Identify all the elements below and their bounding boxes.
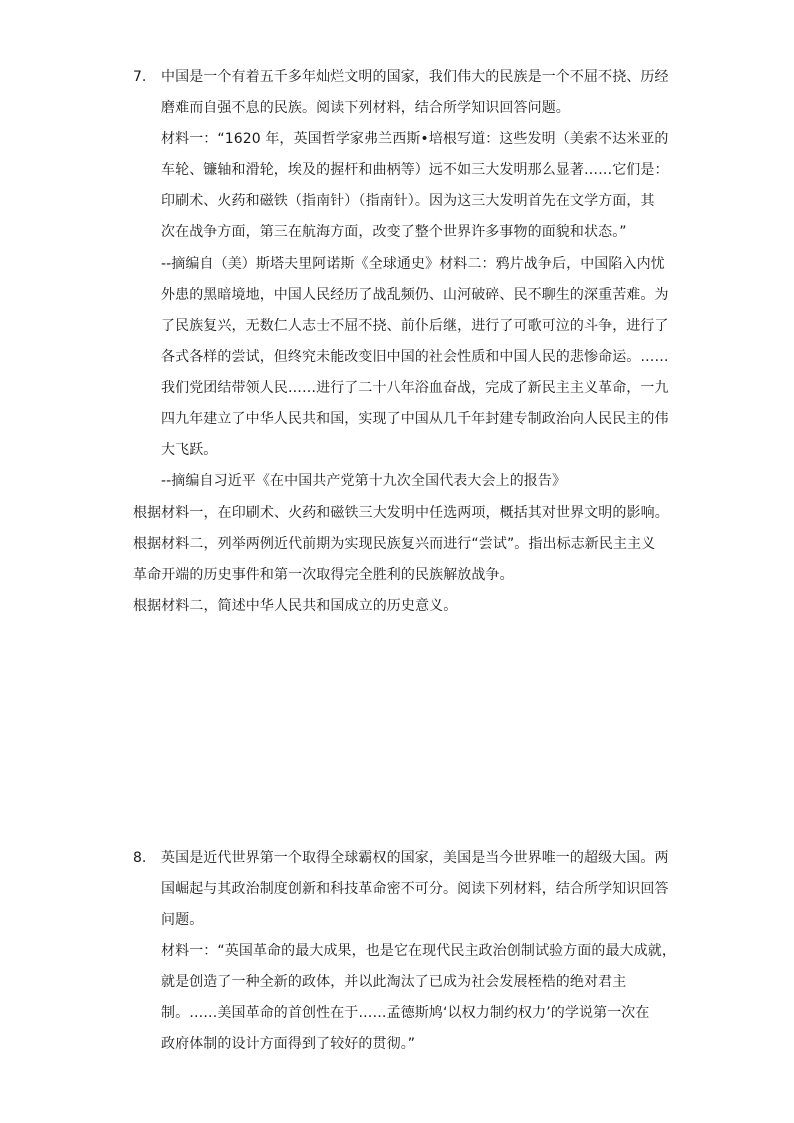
q8-intro-line: 英国是近代世界第一个取得全球霸权的国家，美国是当今世界唯一的超级大国。两 <box>161 850 669 866</box>
question-7-number: 7. <box>133 69 147 85</box>
question-8-number: 8. <box>133 850 147 866</box>
q8-material1-line: 政府体制的设计方面得到了较好的贯彻。” <box>161 1036 416 1052</box>
q7-material1-line: 车轮、镰轴和滑轮，埃及的握杆和曲柄等）远不如三大发明那么显著……它们是： <box>161 162 669 178</box>
q8-intro-line: 国崛起与其政治制度创新和科技革命密不可分。阅读下列材料，结合所学知识回答 <box>161 881 669 897</box>
q7-material2-line: 了民族复兴，无数仁人志士不屈不挠、前仆后继，进行了可歌可泣的斗争，进行了 <box>161 318 669 334</box>
q7-question-line: 革命开端的历史事件和第一次取得完全胜利的民族解放战争。 <box>133 567 514 583</box>
q8-material1-line: 材料一：“英国革命的最大成果，也是它在现代民主政治创制试验方面的最大成就， <box>161 943 676 959</box>
q7-question-line: 根据材料一，在印刷术、火药和磁铁三大发明中任选两项，概括其对世界文明的影响。 <box>133 505 669 521</box>
q7-material2-line: --摘编自（美）斯塔夫里阿诺斯《全球通史》材料二：鸦片战争后，中国陷入内忧 <box>161 256 665 272</box>
q7-material2-line: 外患的黑暗境地，中国人民经历了战乱频仍、山河破碎、民不聊生的深重苦难。为 <box>161 287 669 303</box>
q7-material2-line: 大飞跃。 <box>161 442 218 458</box>
q7-question-line: 根据材料二，简述中华人民共和国成立的历史意义。 <box>133 598 458 614</box>
q7-intro-line: 中国是一个有着五千多年灿烂文明的国家，我们伟大的民族是一个不屈不挠、历经 <box>161 69 669 85</box>
q7-material2-line: 各式各样的尝试，但终究未能改变旧中国的社会性质和中国人民的悲惨命运。…… <box>161 349 669 365</box>
q8-intro-line: 问题。 <box>161 912 204 928</box>
q7-source2: --摘编自习近平《在中国共产党第十九次全国代表大会上的报告》 <box>161 473 567 489</box>
q7-intro-line: 磨难而自强不息的民族。阅读下列材料，结合所学知识回答问题。 <box>161 100 570 116</box>
q7-question-line: 根据材料二，列举两例近代前期为实现民族复兴而进行“尝试”。指出标志新民主主义 <box>133 536 656 552</box>
q7-material1-line: 次在战争方面，第三在航海方面，改变了整个世界许多事物的面貌和状态。” <box>161 224 627 240</box>
q8-material1-line: 制。……美国革命的首创性在于……孟德斯鸠‘以权力制约权力’的学说第一次在 <box>161 1005 650 1021</box>
q7-material2-line: 我们党团结带领人民……进行了二十八年浴血奋战，完成了新民主主义革命，一九 <box>161 380 669 396</box>
q7-material2-line: 四九年建立了中华人民共和国，实现了中国从几千年封建专制政治向人民民主的伟 <box>161 411 669 427</box>
q7-material1-line: 印刷术、火药和磁铁（指南针）（指南针）。因为这三大发明首先在文学方面，其 <box>161 193 655 209</box>
q7-material1-line: 材料一：“1620 年，英国哲学家弗兰西斯•培根写道：这些发明（美索不达米亚的 <box>161 131 669 147</box>
q8-material1-line: 就是创造了一种全新的政体，并以此淘汰了已成为社会发展桎梏的绝对君主 <box>161 974 627 990</box>
